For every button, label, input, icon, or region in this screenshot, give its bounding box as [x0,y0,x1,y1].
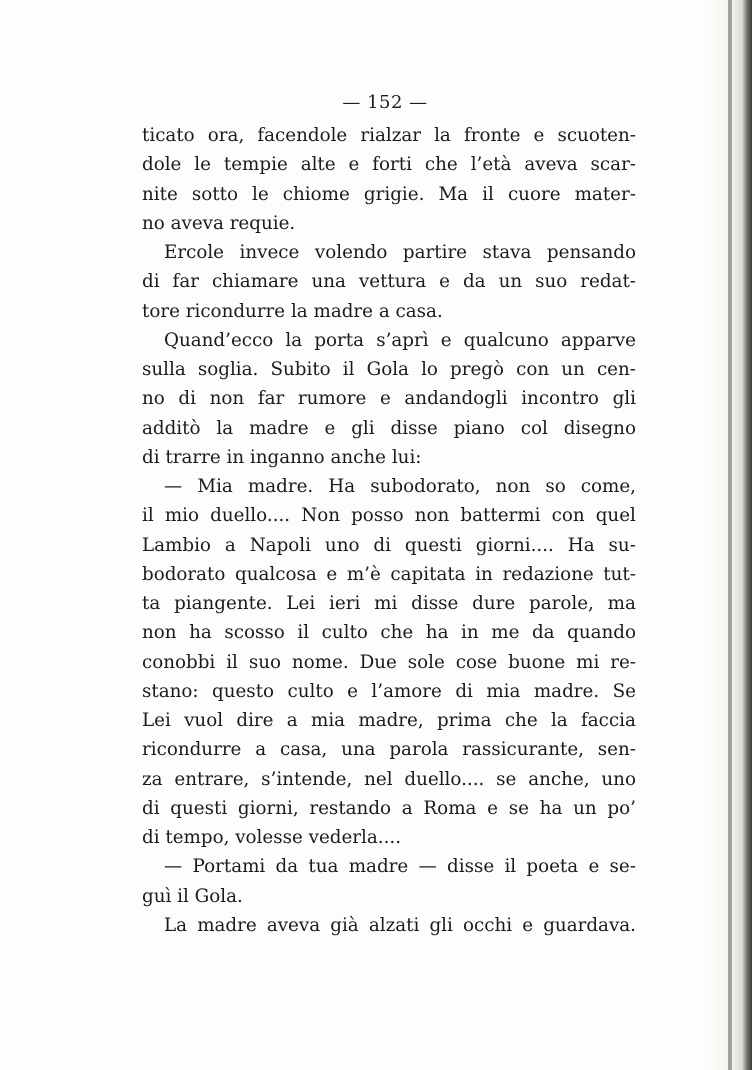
text-line: di questi giorni, restando a Roma e se ha un po’ [142,797,636,819]
text-line: additò la madre e gli disse piano col disegno [142,417,636,439]
text-line: conobbi il suo nome. Due sole cose buone mi re- [142,651,636,673]
text-line: — Portami da tua madre — disse il poeta e se- [164,856,636,878]
text-line: ricondurre a casa, una parola rassicurante, sen- [142,739,636,761]
text-line: Lei vuol dire a mia madre, prima che la faccia [142,710,636,731]
text-line: za entrare, s’intende, nel duello.... se anche, uno [142,768,636,790]
text-line: no aveva requie. [142,212,296,234]
page-number: — 152 — [342,92,428,113]
text-line: stano: questo culto e l’amore di mia madre. Se [142,680,636,702]
text-line: di far chiamare una vettura e da un suo redat- [142,271,636,293]
text-line: di trarre in inganno anche lui: [142,446,422,468]
text-line: non ha scosso il culto che ha in me da quando [142,622,636,644]
text-line: dole le tempie alte e forti che l’età aveva scar- [142,154,636,176]
text-line: Lambio a Napoli uno di questi giorni.... Ha su- [142,534,636,556]
text-line: La madre aveva già alzati gli occhi e guardava. [164,914,636,936]
text-line: il mio duello.... Non posso non battermi con quel [142,505,636,527]
text-line: sulla soglia. Subito il Gola lo pregò con un cen- [142,359,636,380]
binding-shadow-line [728,0,732,1070]
text-line: ta piangente. Lei ieri mi disse dure parole, ma [142,593,636,614]
text-line: nite sotto le chiome grigie. Ma il cuore mater- [142,183,636,205]
text-line: di tempo, volesse vederla.... [142,827,402,848]
text-line: — Mia madre. Ha subodorato, non so come, [164,476,636,497]
text-line: ticato ora, facendole rialzar la fronte e scuoten- [142,125,636,146]
text-line: Ercole invece volendo partire stava pensando [164,242,636,263]
text-line: guì il Gola. [142,885,243,907]
text-line: tore ricondurre la madre a casa. [142,300,443,322]
text-line: no di non far rumore e andandogli incontro gli [142,388,636,410]
body-text [142,121,636,940]
text-line: Quand’ecco la porta s’aprì e qualcuno apparve [164,329,636,351]
text-line: bodorato qualcosa e m’è capitata in redazione tut- [142,563,636,585]
